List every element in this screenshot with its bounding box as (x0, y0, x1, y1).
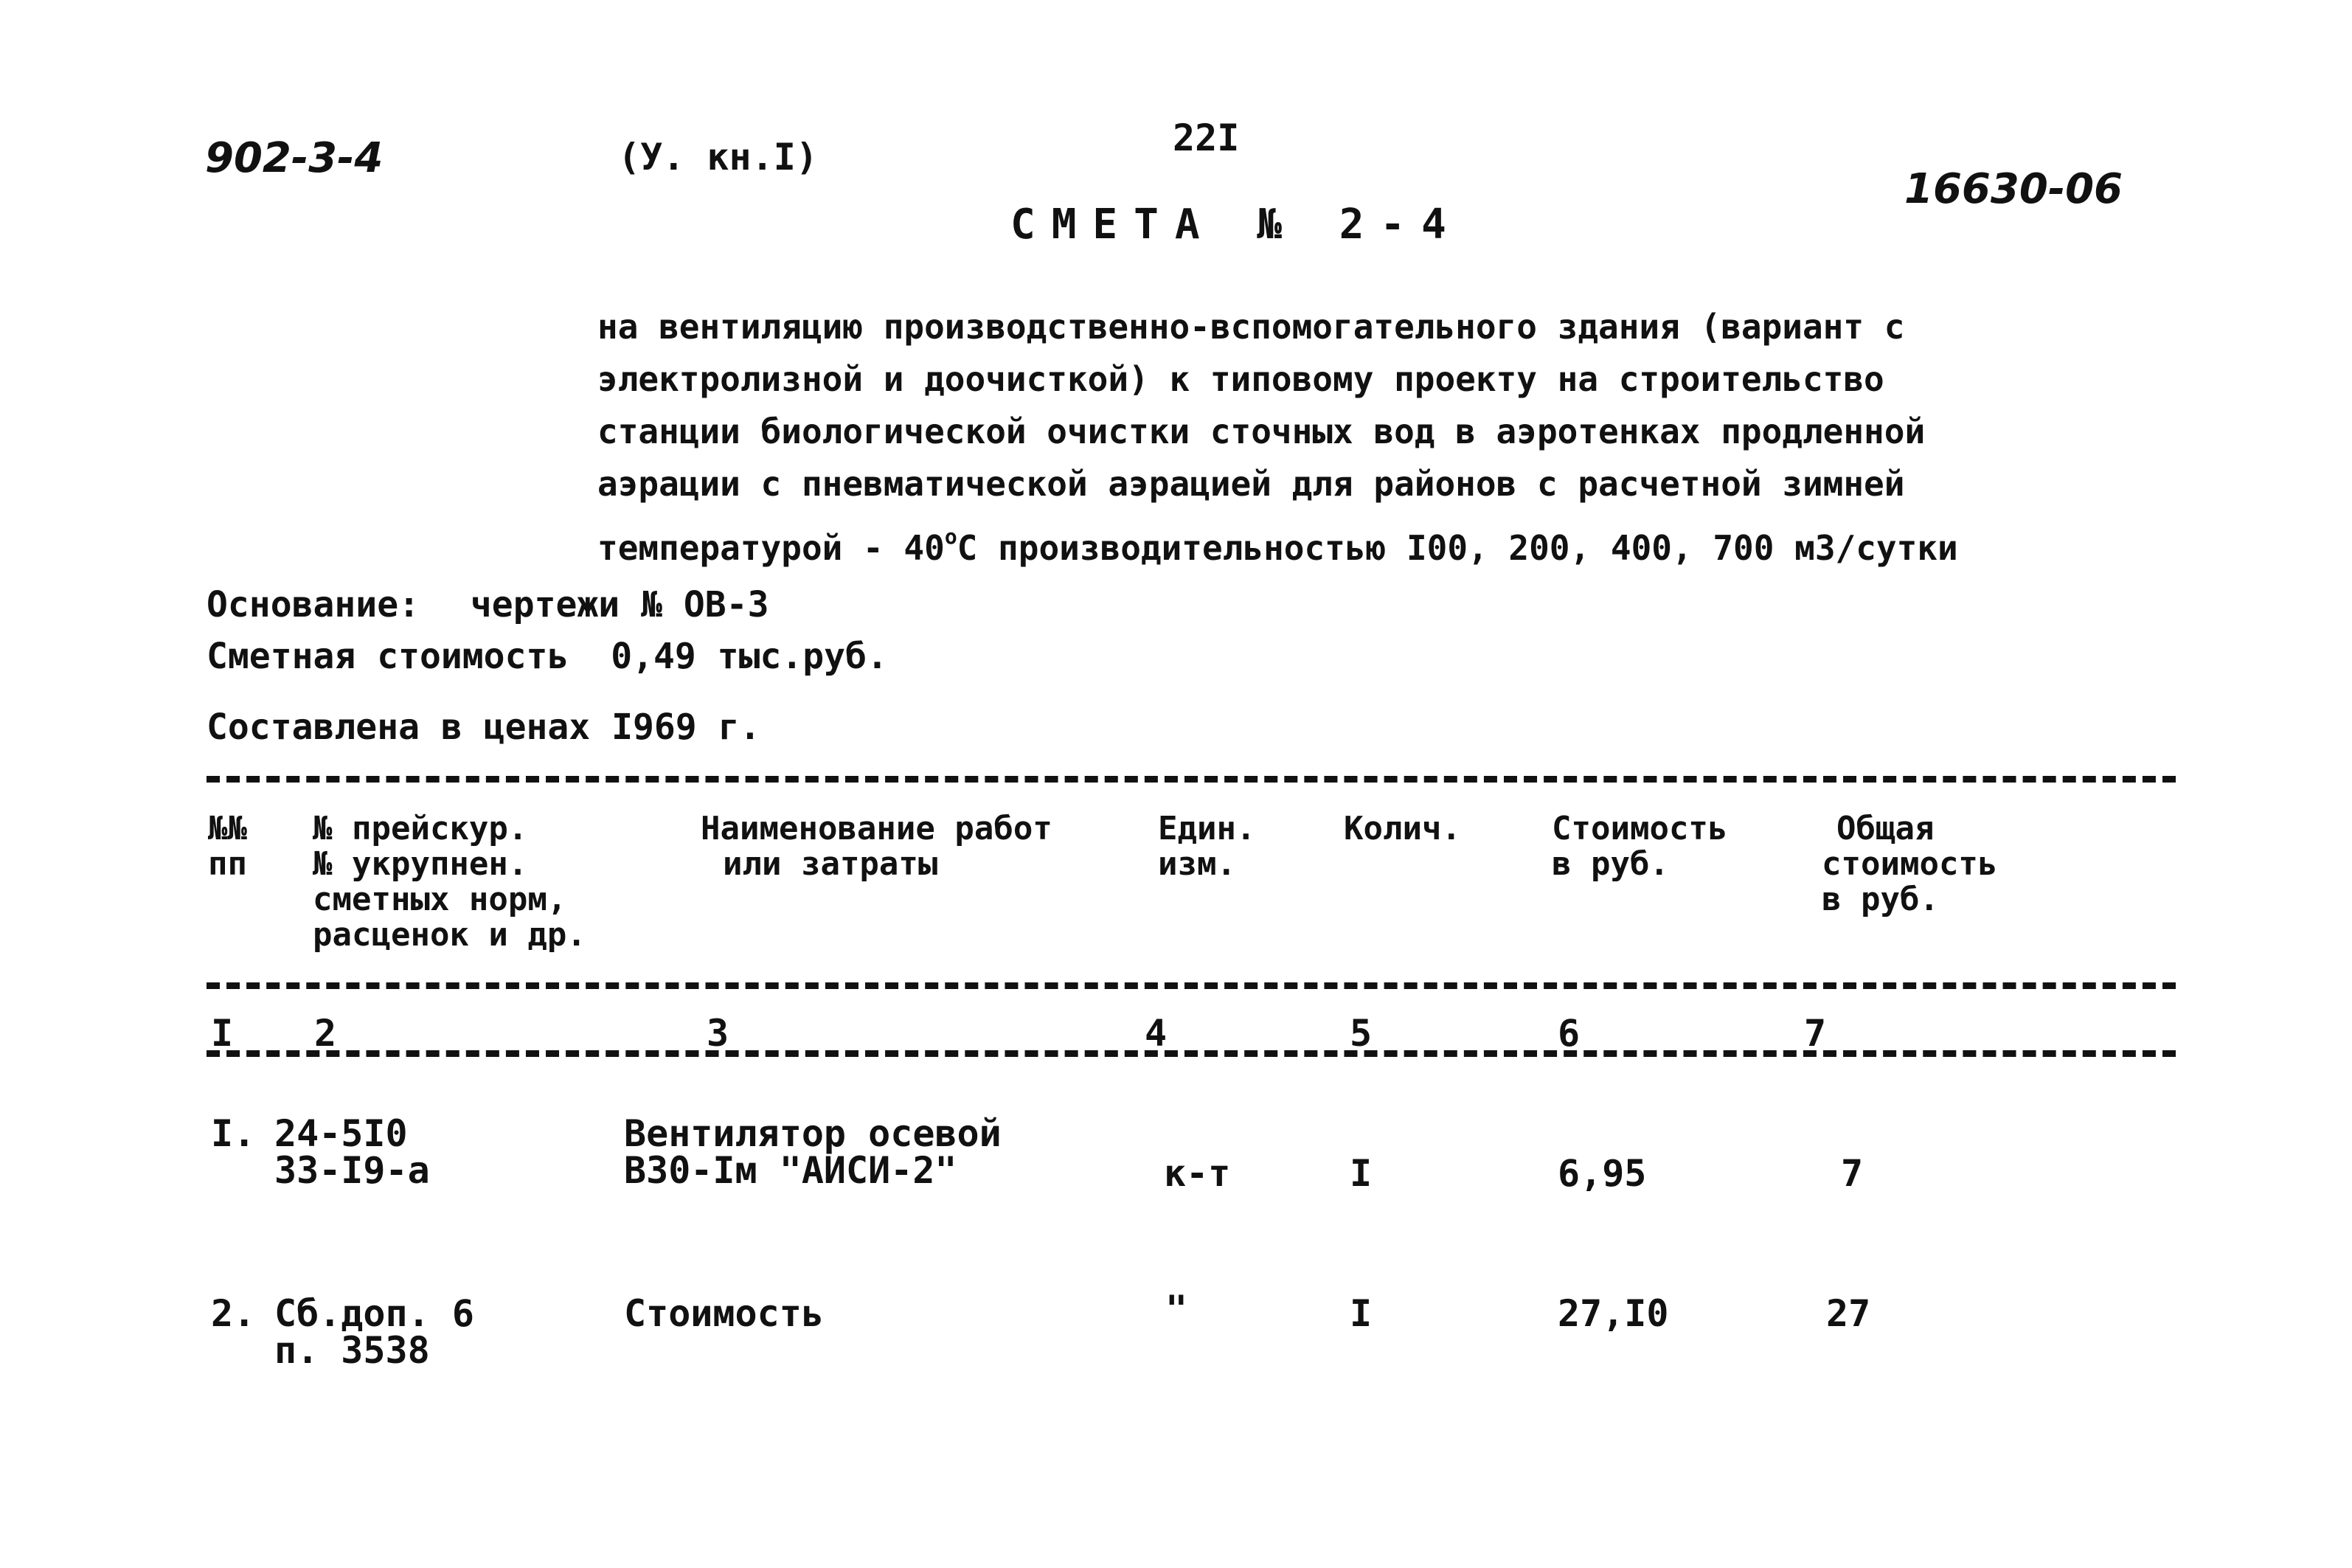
row-unit: к-т (1164, 1152, 1231, 1195)
basis-value: чертежи № ОВ-3 (470, 584, 769, 625)
row-name: Стоимость (624, 1292, 824, 1335)
row-name: Вентилятор осевой В30-Iм "АИСИ-2" (624, 1112, 1002, 1192)
column-number: 5 (1350, 1012, 1373, 1055)
cost-line (207, 636, 888, 677)
column-number: I (211, 1012, 234, 1055)
row-total: 7 (1841, 1152, 1864, 1195)
document-code-left: 902-3-4 (205, 134, 384, 182)
column-number: 2 (314, 1012, 337, 1055)
table-rule-top (207, 776, 2176, 783)
header-col-total: Общая стоимость в руб. (1822, 810, 1998, 918)
header-col-unit: Един. изм. (1158, 810, 1256, 883)
description-line: на вентиляцию производственно-вспомогательного здания (вариант с (597, 307, 1905, 347)
row-number: I. (211, 1112, 256, 1155)
cost-value: 0,49 тыс.руб. (611, 636, 888, 677)
cost-label: Сметная стоимость (207, 636, 569, 677)
row-total: 27 (1826, 1292, 1871, 1335)
table-rule-numbers (207, 1050, 2176, 1057)
row-quantity: I (1350, 1292, 1373, 1335)
description-line: станции биологической очистки сточных вод в аэротенках продленной (597, 412, 1926, 451)
document-title: СМЕТА № 2-4 (1010, 201, 1463, 249)
row-quantity: I (1350, 1152, 1373, 1195)
column-number: 4 (1145, 1012, 1168, 1055)
row-price: 27,I0 (1558, 1292, 1669, 1335)
description-line: аэрации с пневматической аэрацией для районов с расчетной зимней (597, 464, 1905, 504)
document-code-right: 16630-06 (1904, 165, 2123, 213)
row-price: 6,95 (1558, 1152, 1647, 1195)
header-col-reference: № прейскур. № укрупнен. сметных норм, расценок и др. (313, 810, 586, 954)
column-number: 6 (1558, 1012, 1581, 1055)
row-number: 2. (211, 1292, 256, 1335)
row-reference: 24-5I0 33-I9-а (274, 1112, 430, 1192)
column-number: 3 (707, 1012, 729, 1055)
description-line-last (597, 510, 1958, 568)
header-col-name: Наименование работ или затраты (701, 810, 1052, 883)
header-col-quantity: Колич. (1344, 810, 1461, 847)
row-unit: " (1165, 1288, 1188, 1331)
description-text: температурой - 40 (597, 528, 945, 568)
description (597, 301, 1958, 568)
description-text: С производительностью I00, 200, 400, 700 м3/сутки (957, 528, 1958, 568)
basis-label: Основание: (207, 584, 420, 625)
table-rule-header-bottom (207, 982, 2176, 989)
volume-reference: (У. кн.I) (618, 136, 818, 178)
row-reference: Сб.доп. 6 п. 3538 (274, 1292, 474, 1372)
prices-line: Составлена в ценах I969 г. (207, 707, 761, 748)
degree-sign: о (944, 524, 957, 549)
basis-line (207, 584, 769, 625)
description-line: электролизной и доочисткой) к типовому проекту на строительство (597, 359, 1884, 399)
header-col-number: №№ пп (208, 810, 247, 883)
header-col-price: Стоимость в руб. (1552, 810, 1728, 883)
column-number: 7 (1804, 1012, 1827, 1055)
page-number: 22I (1173, 117, 1240, 159)
